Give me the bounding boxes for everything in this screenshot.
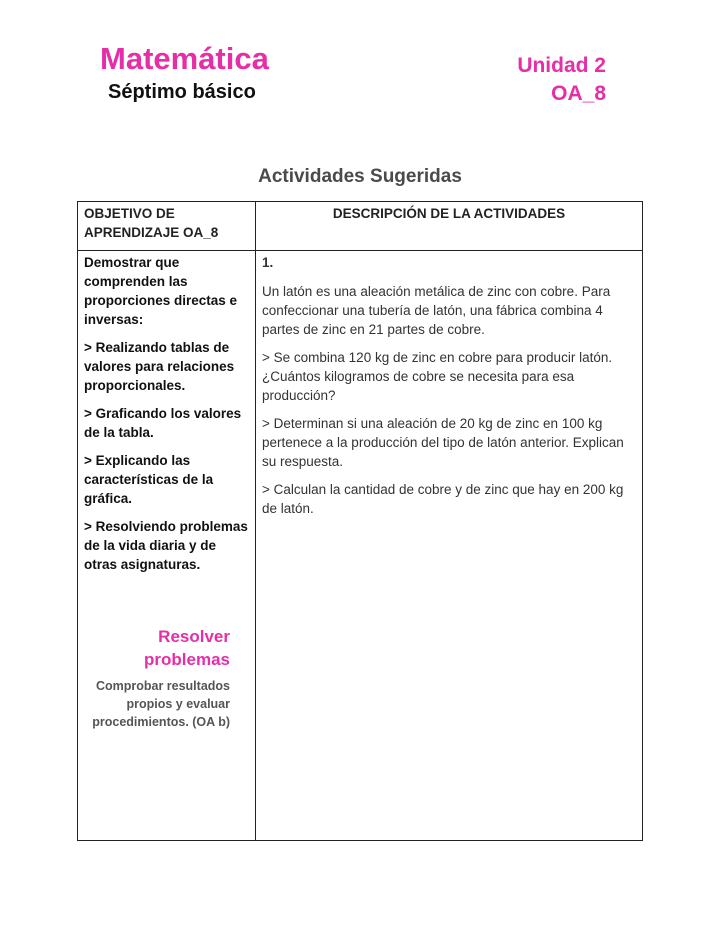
activity-paragraph: > Determinan si una aleación de 20 kg de zinc en 100 kg pertenece a la producción del tipo de latón anterior. Explican su respuesta.: [262, 416, 624, 469]
oa-code-label: OA_8: [551, 82, 606, 105]
activity-paragraph: > Calculan la cantidad de cobre y de zinc que hay en 200 kg de latón.: [262, 482, 624, 516]
table-header-row: [78, 202, 643, 251]
objective-item: > Resolviendo problemas de la vida diaria y de otras asignaturas.: [84, 519, 248, 572]
skill-description: Comprobar resultados propios y evaluar procedimientos. (OA b): [92, 679, 230, 729]
activities-table: [77, 201, 643, 841]
skill-title-line2: problemas: [144, 650, 230, 669]
objective-item: > Explicando las características de la gráfica.: [84, 453, 214, 506]
header-objective: OBJETIVO DE APRENDIZAJE OA_8: [78, 202, 256, 251]
skill-title-line1: Resolver: [158, 627, 230, 646]
objective-item: > Realizando tablas de valores para relaciones proporcionales.: [84, 340, 235, 393]
grade-label: Séptimo básico: [108, 81, 256, 103]
header-description: DESCRIPCIÓN DE LA ACTIVIDADES: [256, 202, 643, 251]
activity-cell: [256, 251, 643, 841]
objective-cell: [78, 251, 256, 841]
section-title: Actividades Sugeridas: [258, 166, 462, 187]
skill-box: [78, 625, 230, 740]
skill-title: [78, 625, 230, 671]
activity-number: 1.: [262, 255, 274, 270]
activity-paragraph: Un latón es una aleación metálica de zinc con cobre. Para confeccionar una tubería de latón, una fábrica combina 4 partes de zinc en 21 partes de cobre.: [262, 284, 611, 337]
activity-paragraph: > Se combina 120 kg de zinc en cobre para producir latón. ¿Cuántos kilogramos de cobre se necesita para esa producción?: [262, 350, 613, 403]
table-row: [78, 251, 643, 841]
unit-label: Unidad 2: [517, 54, 606, 77]
subject-title: Matemática: [100, 41, 269, 76]
objective-intro: Demostrar que comprenden las proporciones directas e inversas:: [84, 255, 238, 327]
objective-item: > Graficando los valores de la tabla.: [84, 406, 242, 440]
